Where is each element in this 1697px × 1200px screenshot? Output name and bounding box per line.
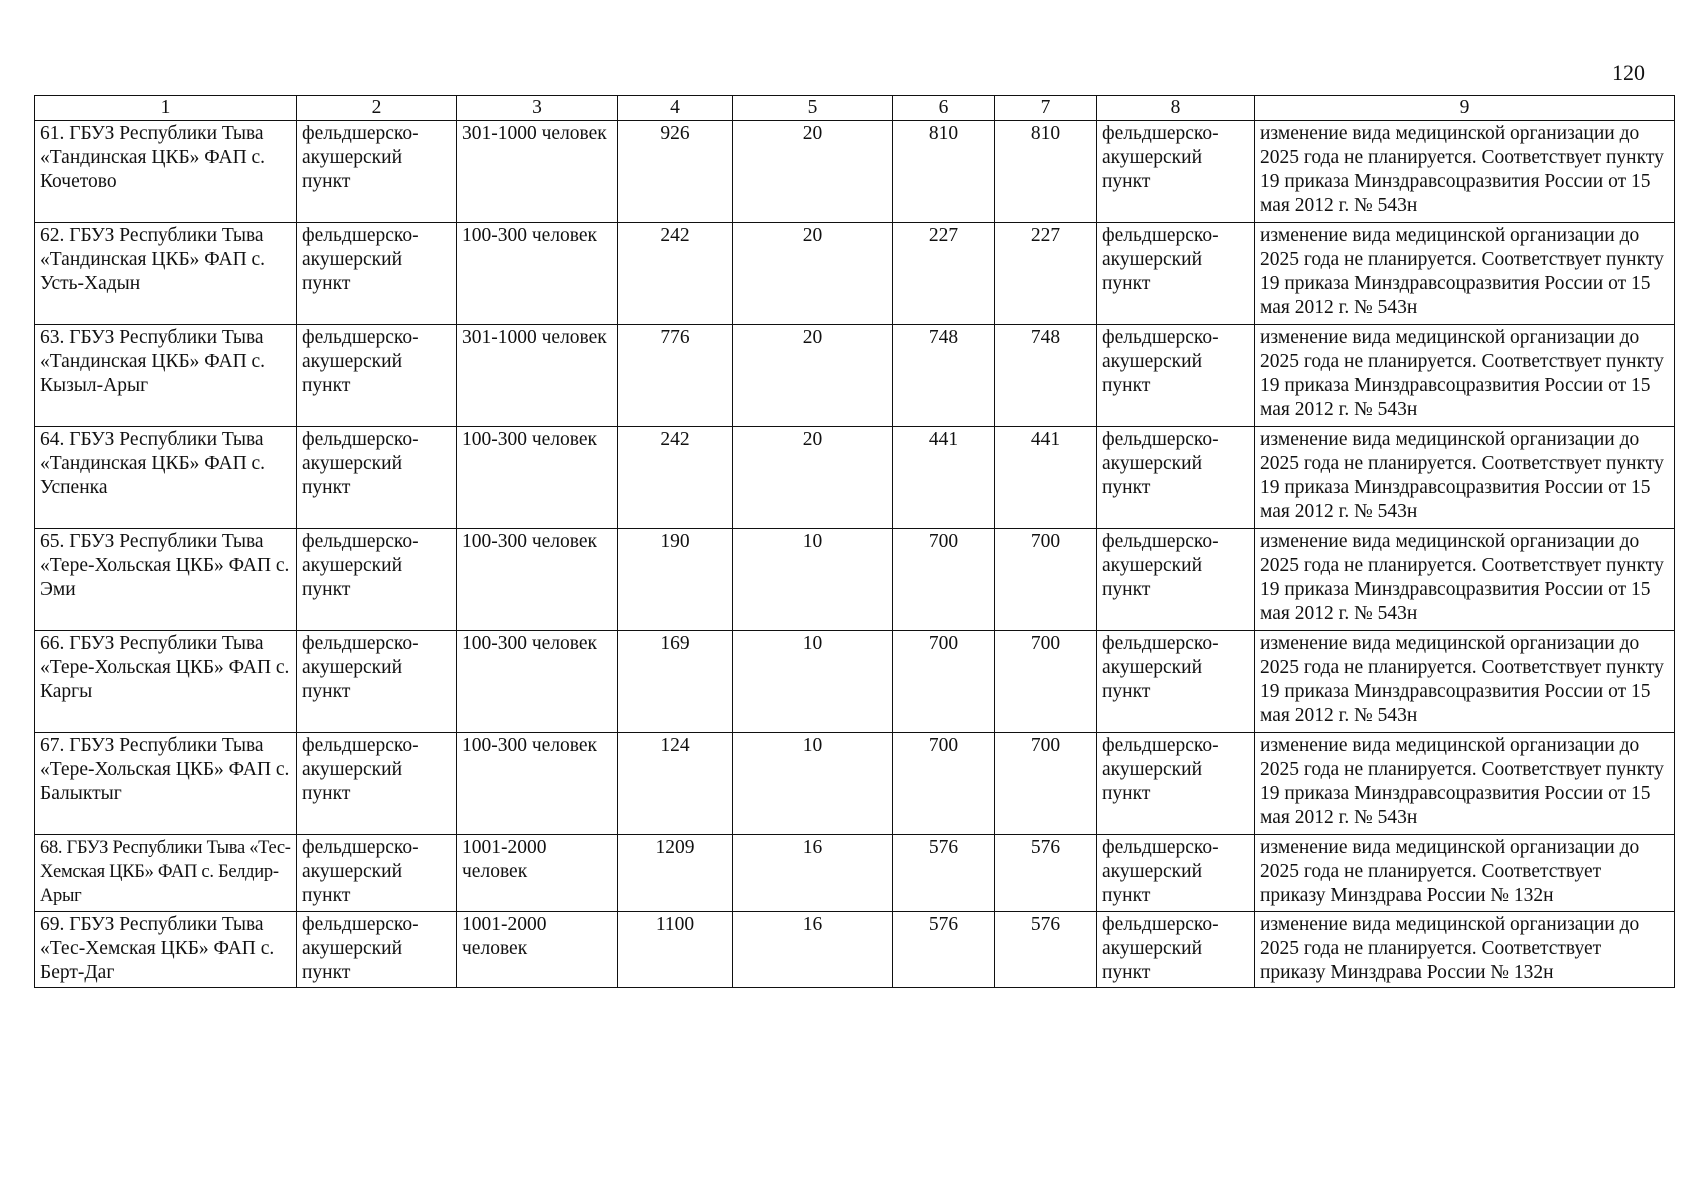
column-header-1: 1 <box>35 96 297 121</box>
value-col-7: 700 <box>995 529 1097 631</box>
value-col-6: 576 <box>893 835 995 912</box>
value-col-5: 20 <box>733 325 893 427</box>
table-row <box>35 427 1675 529</box>
planned-type: фельдшерско-акушерский пункт <box>1097 121 1255 223</box>
column-header-9: 9 <box>1255 96 1675 121</box>
table-row <box>35 121 1675 223</box>
value-col-7: 576 <box>995 912 1097 988</box>
facility-name: 66. ГБУЗ Республики Тыва «Тере-Хольская ЦКБ» ФАП с. Каргы <box>35 631 297 733</box>
value-col-4: 190 <box>618 529 733 631</box>
facility-type: фельдшерско-акушерский пункт <box>297 912 457 988</box>
value-col-6: 700 <box>893 733 995 835</box>
facility-name: 62. ГБУЗ Республики Тыва «Тандинская ЦКБ» ФАП с. Усть-Хадын <box>35 223 297 325</box>
facility-name: 68. ГБУЗ Республики Тыва «Тес-Хемская ЦКБ» ФАП с. Белдир-Арыг <box>35 835 297 912</box>
facility-name: 67. ГБУЗ Республики Тыва «Тере-Хольская ЦКБ» ФАП с. Балыктыг <box>35 733 297 835</box>
value-col-6: 700 <box>893 529 995 631</box>
population-range: 100-300 человек <box>457 427 618 529</box>
table-row <box>35 223 1675 325</box>
value-col-4: 242 <box>618 223 733 325</box>
value-col-4: 124 <box>618 733 733 835</box>
table-row <box>35 733 1675 835</box>
value-col-7: 441 <box>995 427 1097 529</box>
facility-type: фельдшерско-акушерский пункт <box>297 529 457 631</box>
note: изменение вида медицинской организации до 2025 года не планируется. Соответствует пункту 19 приказа Минздравсоцразвития России от 15 мая 2012 г. № 543н <box>1255 529 1675 631</box>
value-col-5: 10 <box>733 631 893 733</box>
value-col-5: 16 <box>733 835 893 912</box>
note: изменение вида медицинской организации до 2025 года не планируется. Соответствует пункту 19 приказа Минздравсоцразвития России от 15 мая 2012 г. № 543н <box>1255 325 1675 427</box>
facility-type: фельдшерско-акушерский пункт <box>297 223 457 325</box>
value-col-7: 576 <box>995 835 1097 912</box>
facility-type: фельдшерско-акушерский пункт <box>297 427 457 529</box>
planned-type: фельдшерско-акушерский пункт <box>1097 427 1255 529</box>
page-number: 120 <box>1612 60 1645 85</box>
value-col-6: 700 <box>893 631 995 733</box>
table-row <box>35 325 1675 427</box>
value-col-7: 700 <box>995 733 1097 835</box>
value-col-6: 810 <box>893 121 995 223</box>
population-range: 100-300 человек <box>457 223 618 325</box>
value-col-7: 748 <box>995 325 1097 427</box>
column-header-8: 8 <box>1097 96 1255 121</box>
header-row <box>35 96 1675 121</box>
value-col-6: 441 <box>893 427 995 529</box>
column-header-2: 2 <box>297 96 457 121</box>
value-col-7: 227 <box>995 223 1097 325</box>
column-header-5: 5 <box>733 96 893 121</box>
value-col-4: 776 <box>618 325 733 427</box>
note: изменение вида медицинской организации до 2025 года не планируется. Соответствует приказу Минздрава России № 132н <box>1255 835 1675 912</box>
population-range: 1001-2000 человек <box>457 912 618 988</box>
value-col-4: 169 <box>618 631 733 733</box>
note: изменение вида медицинской организации до 2025 года не планируется. Соответствует пункту 19 приказа Минздравсоцразвития России от 15 мая 2012 г. № 543н <box>1255 733 1675 835</box>
facility-type: фельдшерско-акушерский пункт <box>297 121 457 223</box>
note: изменение вида медицинской организации до 2025 года не планируется. Соответствует пункту 19 приказа Минздравсоцразвития России от 15 мая 2012 г. № 543н <box>1255 427 1675 529</box>
value-col-5: 10 <box>733 529 893 631</box>
planned-type: фельдшерско-акушерский пункт <box>1097 835 1255 912</box>
value-col-6: 227 <box>893 223 995 325</box>
value-col-5: 20 <box>733 427 893 529</box>
facility-name: 65. ГБУЗ Республики Тыва «Тере-Хольская ЦКБ» ФАП с. Эми <box>35 529 297 631</box>
table-row <box>35 912 1675 988</box>
value-col-7: 700 <box>995 631 1097 733</box>
column-header-7: 7 <box>995 96 1097 121</box>
population-range: 100-300 человек <box>457 529 618 631</box>
population-range: 100-300 человек <box>457 733 618 835</box>
note: изменение вида медицинской организации до 2025 года не планируется. Соответствует пункту 19 приказа Минздравсоцразвития России от 15 мая 2012 г. № 543н <box>1255 631 1675 733</box>
population-range: 301-1000 человек <box>457 325 618 427</box>
facility-type: фельдшерско-акушерский пункт <box>297 835 457 912</box>
planned-type: фельдшерско-акушерский пункт <box>1097 631 1255 733</box>
note: изменение вида медицинской организации до 2025 года не планируется. Соответствует пункту 19 приказа Минздравсоцразвития России от 15 мая 2012 г. № 543н <box>1255 121 1675 223</box>
value-col-6: 748 <box>893 325 995 427</box>
facility-type: фельдшерско-акушерский пункт <box>297 733 457 835</box>
facility-table <box>34 95 1675 988</box>
value-col-5: 10 <box>733 733 893 835</box>
note: изменение вида медицинской организации до 2025 года не планируется. Соответствует пункту 19 приказа Минздравсоцразвития России от 15 мая 2012 г. № 543н <box>1255 223 1675 325</box>
column-header-3: 3 <box>457 96 618 121</box>
facility-name: 61. ГБУЗ Республики Тыва «Тандинская ЦКБ» ФАП с. Кочетово <box>35 121 297 223</box>
facility-type: фельдшерско-акушерский пункт <box>297 325 457 427</box>
population-range: 100-300 человек <box>457 631 618 733</box>
planned-type: фельдшерско-акушерский пункт <box>1097 223 1255 325</box>
table-row <box>35 835 1675 912</box>
facility-type: фельдшерско-акушерский пункт <box>297 631 457 733</box>
planned-type: фельдшерско-акушерский пункт <box>1097 325 1255 427</box>
value-col-5: 20 <box>733 121 893 223</box>
note: изменение вида медицинской организации до 2025 года не планируется. Соответствует приказу Минздрава России № 132н <box>1255 912 1675 988</box>
facility-name: 63. ГБУЗ Республики Тыва «Тандинская ЦКБ» ФАП с. Кызыл-Арыг <box>35 325 297 427</box>
value-col-4: 1100 <box>618 912 733 988</box>
column-header-4: 4 <box>618 96 733 121</box>
value-col-4: 926 <box>618 121 733 223</box>
column-header-6: 6 <box>893 96 995 121</box>
planned-type: фельдшерско-акушерский пункт <box>1097 529 1255 631</box>
table-row <box>35 529 1675 631</box>
planned-type: фельдшерско-акушерский пункт <box>1097 733 1255 835</box>
value-col-5: 16 <box>733 912 893 988</box>
table-row <box>35 631 1675 733</box>
facility-name: 64. ГБУЗ Республики Тыва «Тандинская ЦКБ» ФАП с. Успенка <box>35 427 297 529</box>
population-range: 301-1000 человек <box>457 121 618 223</box>
value-col-7: 810 <box>995 121 1097 223</box>
population-range: 1001-2000 человек <box>457 835 618 912</box>
value-col-4: 1209 <box>618 835 733 912</box>
value-col-5: 20 <box>733 223 893 325</box>
planned-type: фельдшерско-акушерский пункт <box>1097 912 1255 988</box>
facility-name: 69. ГБУЗ Республики Тыва «Тес-Хемская ЦКБ» ФАП с. Берт-Даг <box>35 912 297 988</box>
value-col-4: 242 <box>618 427 733 529</box>
value-col-6: 576 <box>893 912 995 988</box>
